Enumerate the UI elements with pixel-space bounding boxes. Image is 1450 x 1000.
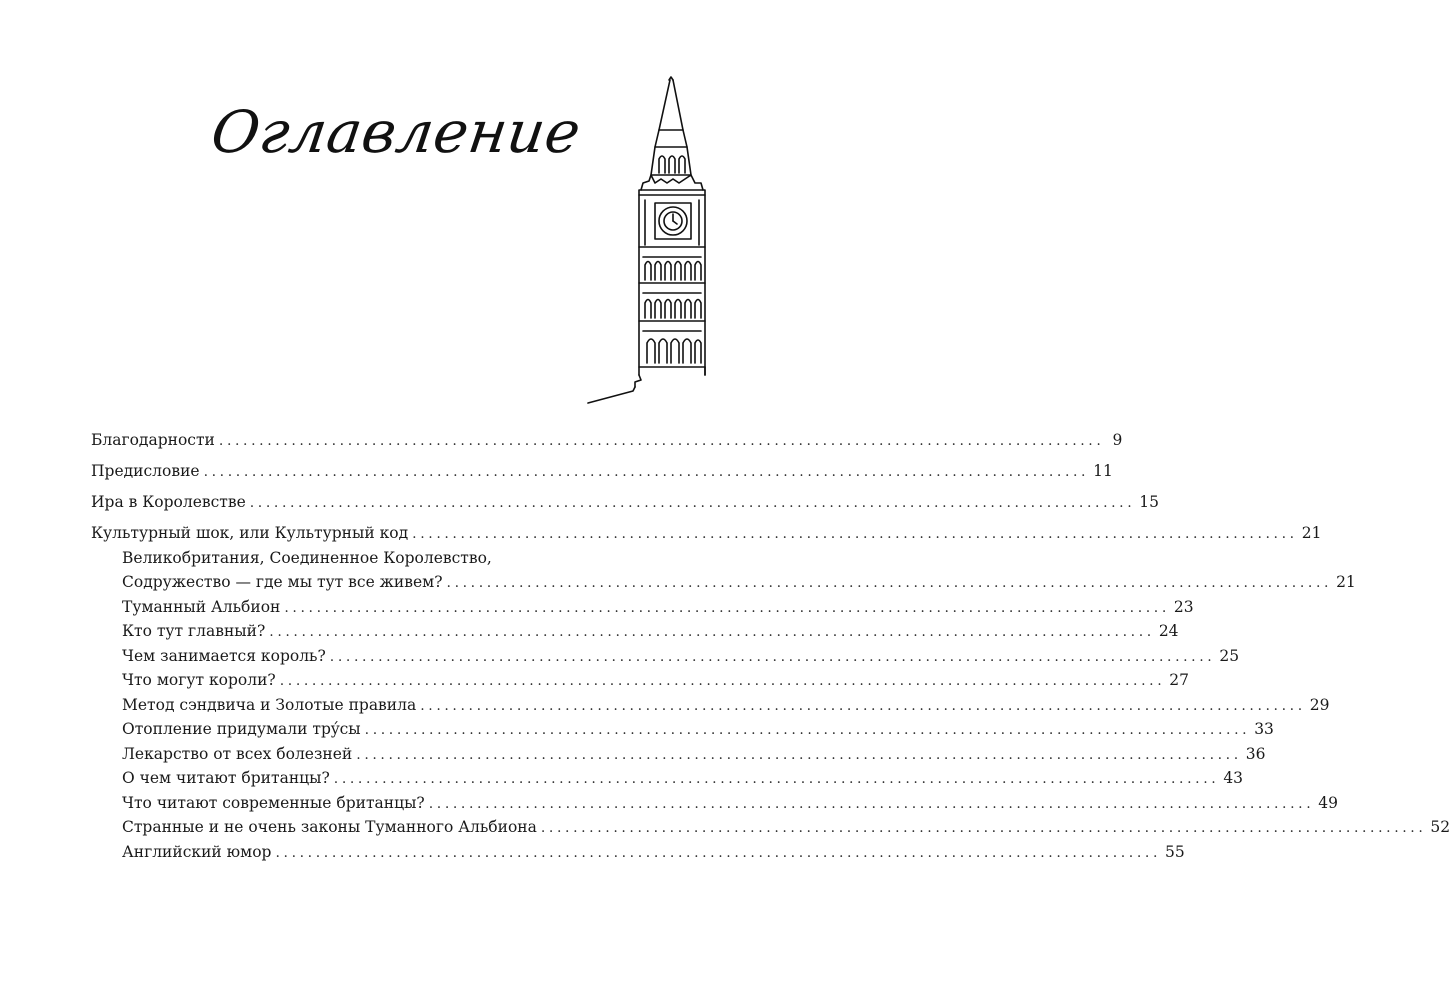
toc-entry[interactable] [91,459,1113,490]
toc-page-number: 9 [1112,431,1123,449]
toc-entry-title: Английский юмор [122,842,272,861]
toc-subentry[interactable] [91,595,1194,620]
toc-subentry[interactable] [91,546,637,571]
toc-page-number: 21 [1301,524,1322,542]
toc-page-number: 23 [1173,597,1194,616]
toc-entry-title: Культурный шок, или Культурный код [91,524,409,542]
toc-subentry[interactable] [91,619,1179,644]
dot-leader: .............................................................................................................. [279,673,1166,689]
toc-entry-title: Чем занимается король? [122,646,326,665]
toc-subentry[interactable] [91,791,1338,816]
toc-page-number: 24 [1158,622,1179,640]
toc-entry-title: Ира в Королевстве [91,493,246,511]
dot-leader: .............................................................................................................. [428,795,1315,812]
big-ben-tower-line-drawing-icon [585,75,715,410]
dot-leader: .............................................................................................................. [446,575,1333,591]
dot-leader: .............................................................................................................. [412,526,1298,542]
dot-leader: .............................................................................................................. [284,599,1170,616]
toc-page-number: 33 [1254,720,1274,738]
toc-subentry[interactable] [91,840,1185,865]
dot-leader: .............................................................................................................. [218,433,1105,449]
toc-page-number: 11 [1093,462,1113,480]
toc-subentry[interactable] [91,815,1450,840]
toc-subentry[interactable] [91,570,1356,595]
toc-entry-title: Отопление придумали трýсы [122,720,361,738]
toc-page-number: 27 [1169,671,1189,689]
toc-page-number: 15 [1139,493,1160,511]
toc-page-number: 25 [1219,646,1240,665]
toc-entry[interactable] [91,521,1322,546]
toc-entry-title: Что читают современные британцы? [122,793,425,812]
toc-subentry[interactable] [91,742,1266,767]
toc-entry-title: Странные и не очень законы Туманного Альбиона [122,818,537,836]
table-of-contents [91,428,1450,864]
toc-entry-title: О чем читают британцы? [122,769,330,787]
toc-subentry[interactable] [91,693,1330,718]
toc-page-number: 36 [1245,744,1266,763]
toc-entry[interactable] [91,490,1160,521]
toc-entry-title: Предисловие [91,462,200,480]
dot-leader: .............................................................................................................. [203,464,1090,480]
page-title: Оглавление [207,98,586,166]
toc-entry-title: Туманный Альбион [122,597,281,616]
dot-leader: .............................................................................................................. [249,495,1136,511]
toc-subentry[interactable] [91,766,1244,791]
toc-entry-title: Метод сэндвича и Золотые правила [122,695,417,714]
dot-leader: .............................................................................................................. [269,624,1155,640]
dot-leader: .............................................................................................................. [540,820,1427,836]
toc-entry-title: Кто тут главный? [122,622,266,640]
toc-subentry[interactable] [91,717,1274,742]
toc-page-number: 21 [1336,573,1356,591]
dot-leader: .............................................................................................................. [329,648,1216,665]
dot-leader: .............................................................................................................. [275,844,1161,861]
toc-entry-title: Благодарности [91,431,215,449]
toc-page-number: 43 [1223,769,1244,787]
toc-entry[interactable] [91,428,1123,459]
toc-entry-title: Содружество — где мы тут все живем? [122,573,443,591]
toc-entry-title: Великобритания, Соединенное Королевство, [122,548,492,567]
dot-leader: .............................................................................................................. [364,722,1251,738]
dot-leader: .............................................................................................................. [333,771,1220,787]
toc-page-number: 52 [1430,818,1450,836]
toc-subentry[interactable] [91,644,1240,669]
dot-leader: .............................................................................................................. [356,746,1242,763]
dot-leader: .............................................................................................................. [420,697,1306,714]
toc-subentry[interactable] [91,668,1189,693]
toc-page-number: 29 [1309,695,1330,714]
toc-entry-title: Что могут короли? [122,671,276,689]
toc-page-number: 49 [1318,793,1338,812]
toc-page-number: 55 [1165,842,1185,861]
toc-entry-title: Лекарство от всех болезней [122,744,353,763]
